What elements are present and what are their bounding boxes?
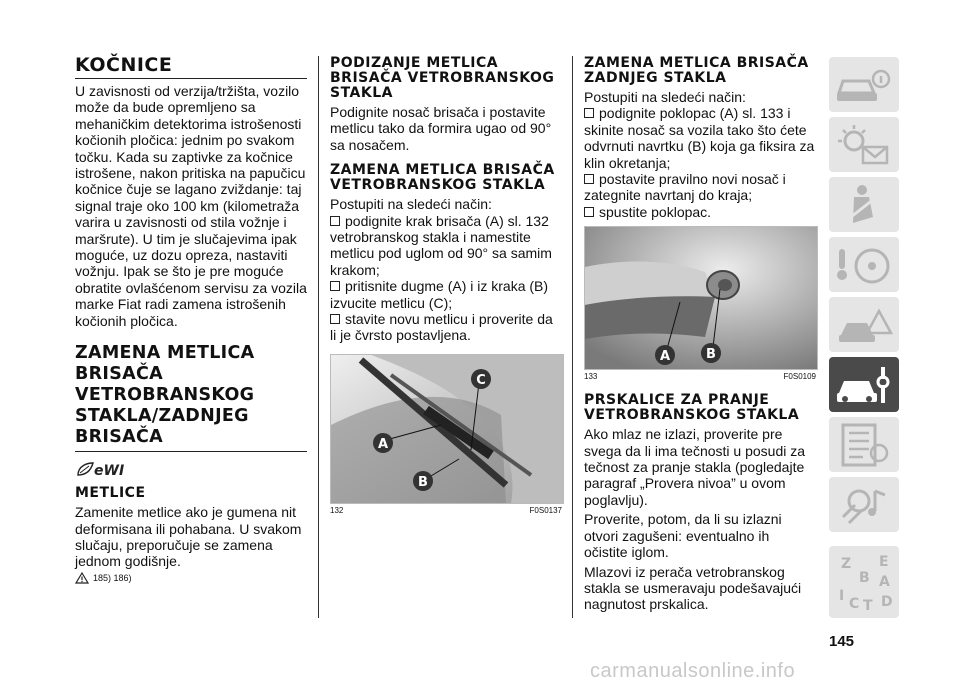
svg-text:eWI: eWI (94, 463, 125, 480)
procedure-intro: Postupiti na sledeći način: (330, 196, 492, 213)
multimedia-icon (829, 477, 899, 532)
blades-paragraph: Zamenite metlice ako je gumena nit deformisana ili pohabana. U svakom slučaju, preporučuje se zamena jednom godišnje. (75, 504, 302, 570)
rear-procedure-intro: Postupiti na sledeći način: (584, 89, 746, 105)
checkbox-bullet-icon (584, 207, 594, 217)
heading-washer-jets: PRSKALICE ZA PRANJE VETROBRANSKOG STAKLA (584, 392, 800, 424)
tab-seat-safety[interactable] (829, 177, 899, 232)
checkbox-bullet-icon (330, 314, 340, 324)
step-1: podignite krak brisača (A) sl. 132 vetrobranskog stakla i namestite metlicu pod uglom od 90° sa samim krakom; (330, 212, 552, 278)
label-b: B (418, 474, 428, 490)
tab-maintenance[interactable] (829, 357, 899, 412)
figure-number: 132 (330, 505, 344, 515)
figure-133-caption (584, 372, 816, 381)
step-3: stavite novu metlicu i proverite da li je čvrsto postavljena. (330, 311, 553, 344)
tab-key-steering[interactable] (829, 237, 899, 292)
figure-132-image (330, 354, 564, 504)
step-2: pritisnite dugme (A) i iz kraka (B) izvucite metlicu (C); (330, 278, 549, 311)
technical-data-icon (829, 417, 899, 472)
eco-icon (75, 460, 307, 480)
figure-code: F0S0137 (529, 505, 562, 515)
index-letter-b: B (859, 570, 870, 586)
index-letter-d: D (881, 594, 893, 610)
figure-132-caption (330, 506, 562, 515)
label-c: C (476, 372, 486, 388)
warning-triangle-icon (75, 572, 89, 584)
figure-code: F0S0109 (783, 372, 816, 382)
warning-reference (75, 572, 307, 584)
checkbox-bullet-icon (330, 216, 340, 226)
index-letter-i: I (839, 588, 845, 604)
checkbox-bullet-icon (330, 281, 340, 291)
index-letter-c: C (849, 596, 860, 612)
label-a-133: A (659, 349, 671, 365)
index-letter-t: T (863, 598, 873, 614)
column-divider-2 (572, 56, 573, 618)
lifting-paragraph: Podignite nosač brisača i postavite metlicu tako da formira ugao od 90° sa nosačem. (330, 104, 552, 153)
car-info-icon (829, 57, 899, 112)
index-letter-z: Z (841, 556, 852, 572)
washer-paragraph-3: Mlazovi iz perača vetrobranskog stakla se usmeravaju podešavajući nagnutost prskalica. (584, 563, 802, 613)
tab-index[interactable] (829, 546, 899, 618)
tab-emergency[interactable] (829, 297, 899, 352)
column-3 (584, 56, 816, 613)
tab-warning-lights[interactable] (829, 117, 899, 172)
heading-blades: METLICE (75, 485, 146, 502)
washer-paragraph-1: Ako mlaz ne izlazi, proverite pre svega da li ima tečnosti u posudi za tečnost za pranje stakla (pogledajte paragraf „Provera nivoa” u ovom poglavlju). (584, 426, 806, 508)
label-a: A (377, 436, 389, 452)
washer-paragraph-2: Proverite, potom, da li su izlazni otvori zagušeni: eventualno ih očistite iglom. (584, 511, 782, 561)
column-1 (75, 56, 307, 584)
index-letter-e: E (879, 554, 889, 570)
heading-rear-wiper: ZAMENA METLICA BRISAČA ZADNJEG STAKLA (584, 55, 809, 86)
tab-car-info[interactable] (829, 57, 899, 112)
seat-safety-icon (829, 177, 899, 232)
index-icon (829, 546, 899, 618)
checkbox-bullet-icon (584, 108, 594, 118)
maintenance-icon (829, 357, 899, 412)
tab-multimedia[interactable] (829, 477, 899, 532)
heading-lifting-wipers: PODIZANJE METLICA BRISAČA VETROBRANSKOG STAKLA (330, 55, 555, 101)
column-2 (330, 56, 562, 515)
column-divider-1 (318, 56, 319, 618)
warning-lights-icon (829, 117, 899, 172)
page-number: 145 (829, 633, 855, 650)
emergency-icon (829, 297, 899, 352)
rear-step-2: postavite pravilno novi nosač i zategnite navrtanj do kraja; (584, 171, 786, 204)
checkbox-bullet-icon (584, 174, 594, 184)
rear-step-3: spustite poklopac. (584, 204, 816, 220)
key-steering-icon (829, 237, 899, 292)
label-b-133: B (706, 347, 716, 363)
tab-technical-data[interactable] (829, 417, 899, 472)
heading-replace-front-blades: ZAMENA METLICA BRISAČA VETROBRANSKOG STAKLA (330, 162, 555, 194)
warning-refs-text: 185) 186) (93, 572, 132, 583)
brakes-paragraph: U zavisnosti od verzija/tržišta, vozilo može da bude opremljeno sa mehaničkim detektorima istrošenosti kočionih pločica: jednim po svakom točku. Kada su zaptivke za kočnice istrošene, nakon pritiska na papučicu kočnice čuje se lagano zviždanje: taj signal traje oko 100 km (kilometraža varira u zavisnosti od stila vožnje i maršrute). U tim je slučajevima ipak moguće, uz dozu opreza, nastaviti vožnju. Ipak se što je pre moguće obratite ovlašćenom servisu za vozila marke Fiat radi zamena istrošenih kočionih pločica. (75, 83, 307, 329)
heading-brakes: KOČNICE (75, 56, 307, 79)
heading-wiper-replacement: ZAMENA METLICA BRISAČA VETROBRANSKOG STAKLA/ZADNJEG BRISAČA (75, 343, 307, 452)
rear-step-1: podignite poklopac (A) sl. 133 i skinite nosač sa vozila tako što ćete odvrnuti navrtku (B) koja ga fiksira za klin okretanja; (584, 105, 815, 171)
watermark-text: carmanualsonline.info (590, 660, 796, 682)
figure-number: 133 (584, 372, 598, 382)
index-letter-a: A (879, 574, 890, 590)
figure-133-image (584, 226, 818, 370)
